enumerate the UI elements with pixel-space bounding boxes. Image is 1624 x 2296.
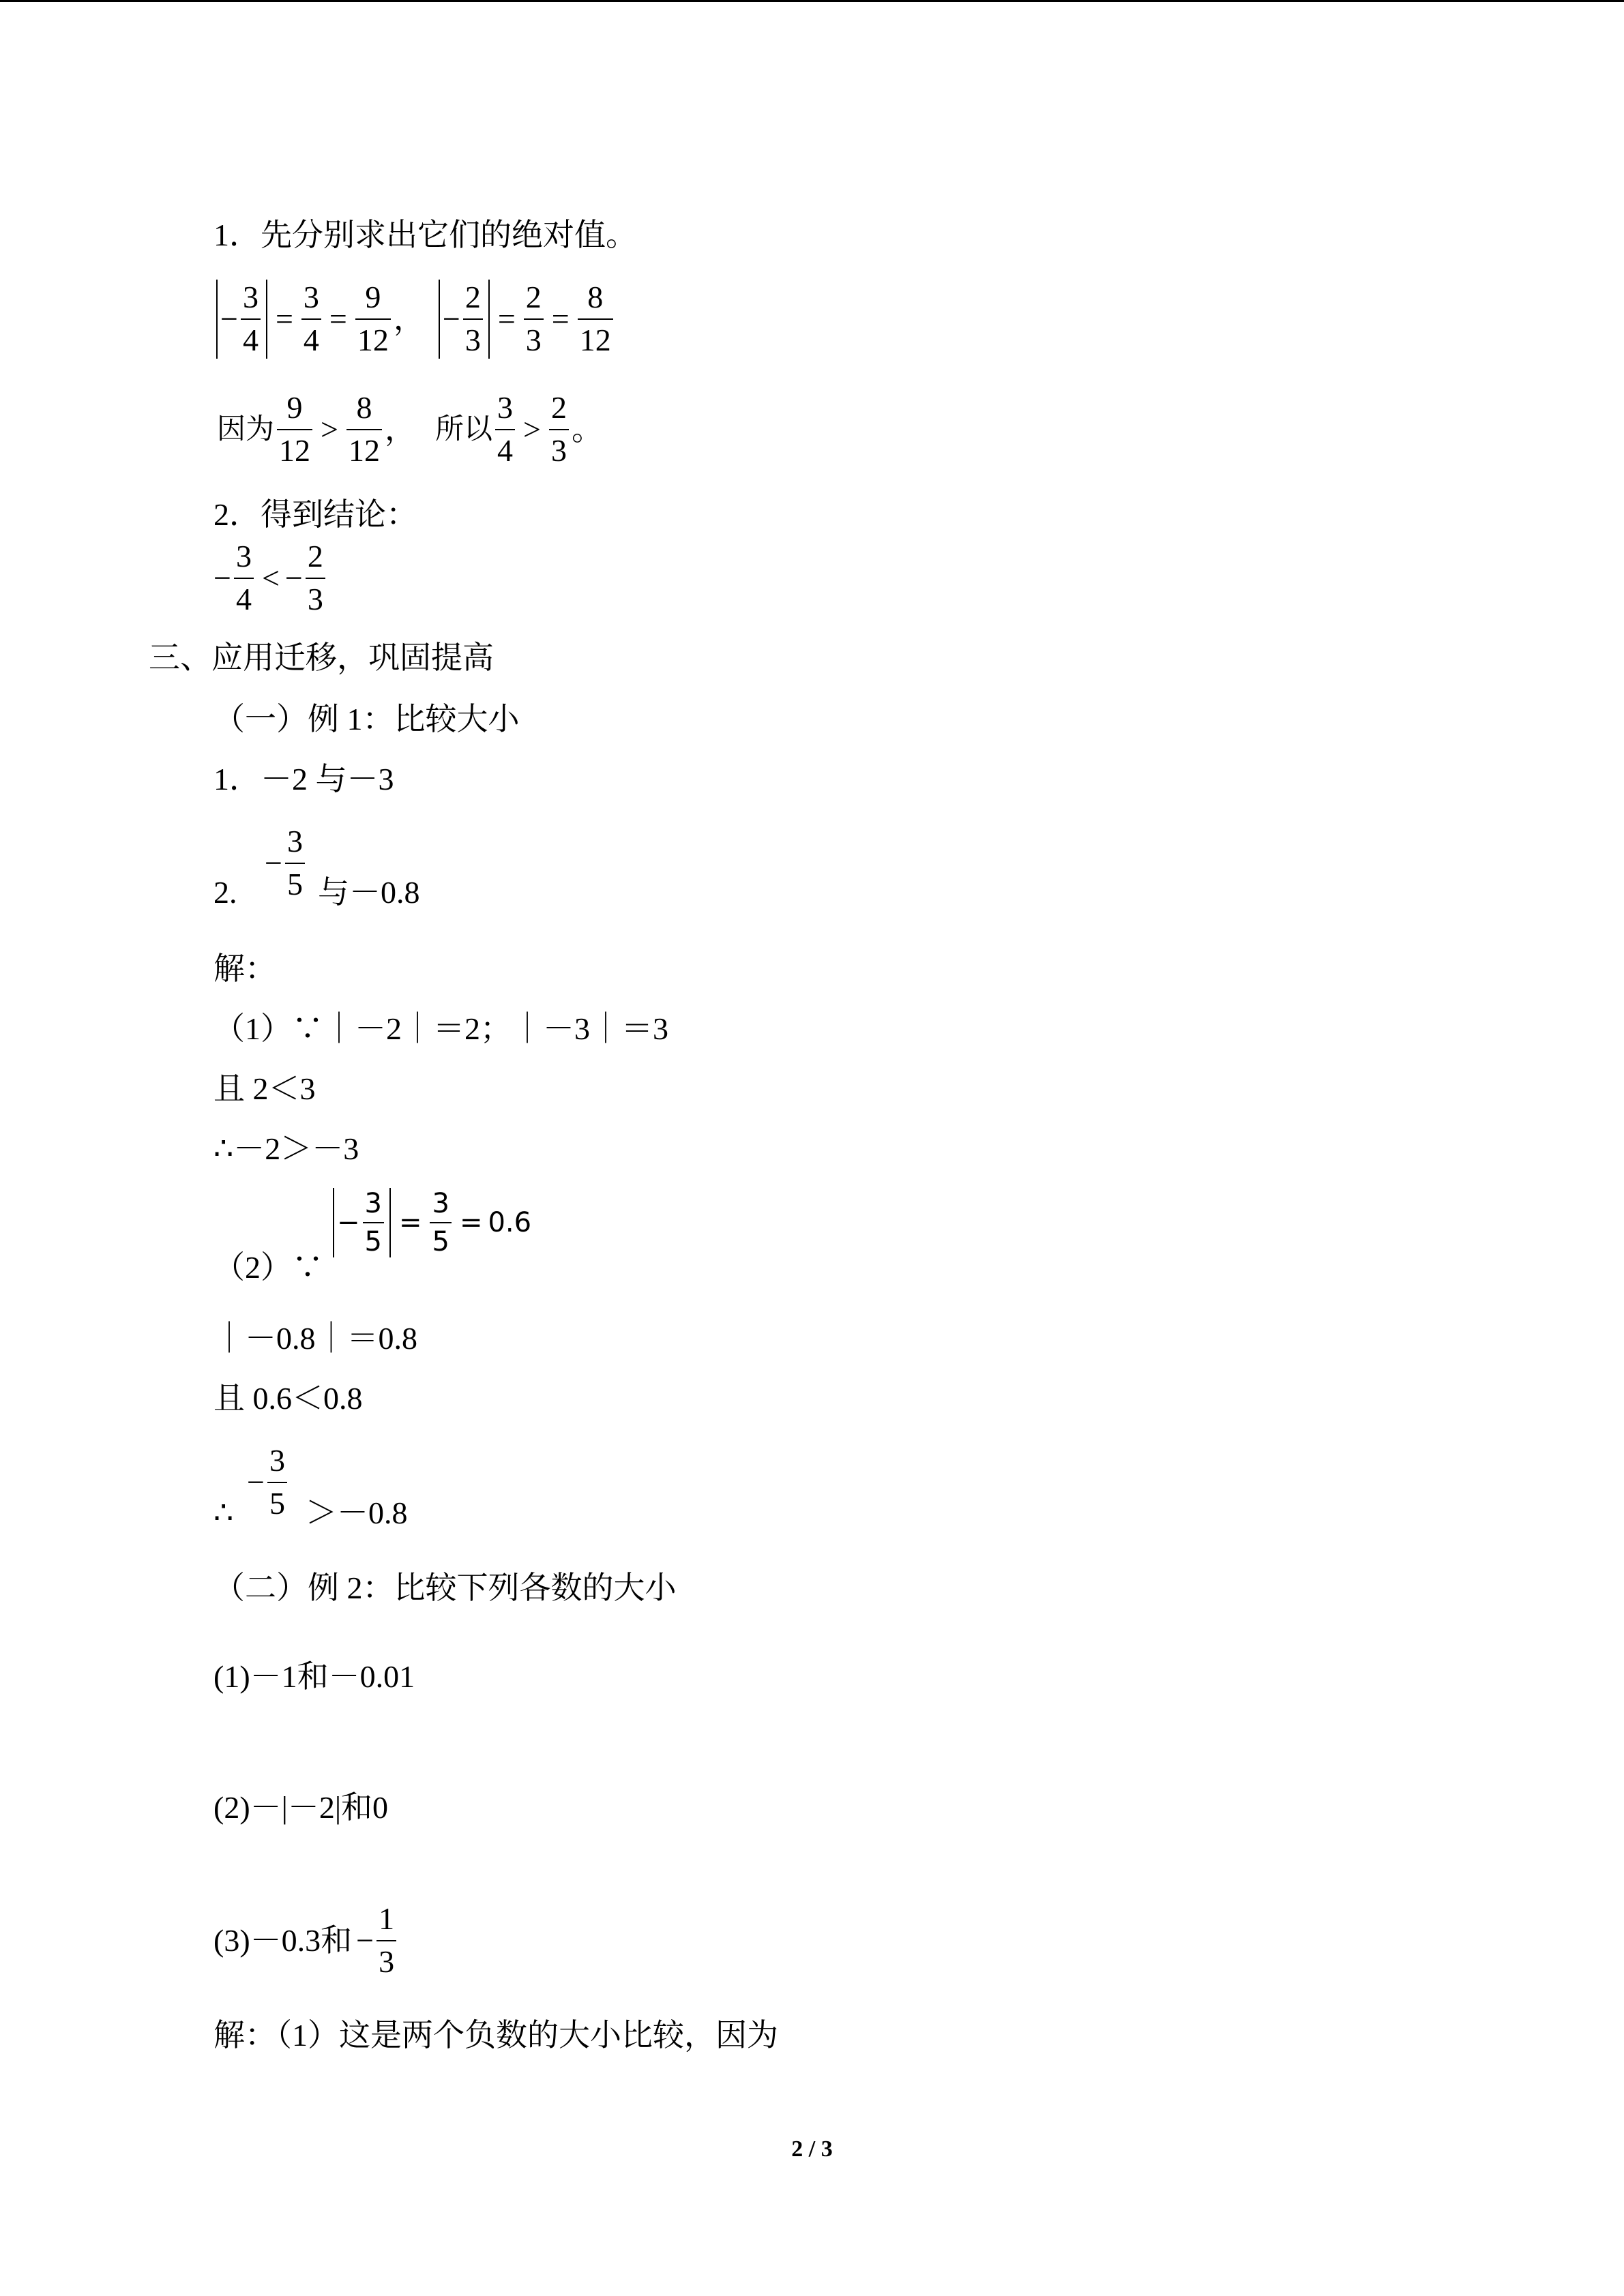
denominator: 3 xyxy=(377,1940,396,1980)
fraction-2-3 xyxy=(306,539,325,618)
comma: ， xyxy=(384,411,416,447)
fraction-9-12 xyxy=(277,390,312,469)
denominator: 12 xyxy=(277,429,312,469)
comma: ， xyxy=(393,301,425,336)
example-1-item-2-text: 与－0.8 xyxy=(318,875,420,910)
fraction-1-3 xyxy=(377,1901,396,1980)
denominator: 4 xyxy=(301,318,321,359)
equals-sign: = xyxy=(329,301,347,336)
equals-sign: = xyxy=(275,301,293,336)
solution-1-line-1: （1）∵｜－2｜＝2；｜－3｜＝3 xyxy=(213,1011,668,1046)
fraction-3-5 xyxy=(363,1188,384,1257)
denominator: 5 xyxy=(363,1222,384,1257)
denominator: 5 xyxy=(285,863,305,903)
example-1-item-1: 1．－2 与－3 xyxy=(213,762,394,796)
fraction-3-4 xyxy=(241,280,261,359)
neg-three-fifths xyxy=(265,824,308,903)
example-2-item-1: (1)－1和－0.01 xyxy=(213,1659,415,1694)
denominator: 4 xyxy=(495,429,515,469)
denominator: 12 xyxy=(578,318,613,359)
minus-sign: − xyxy=(284,560,303,595)
therefore-text: 所以 xyxy=(434,413,492,445)
numerator: 2 xyxy=(464,280,481,314)
page-number: 2 / 3 xyxy=(791,2136,833,2162)
denominator: 3 xyxy=(463,318,483,359)
abs-neg-three-quarters xyxy=(216,280,267,359)
numerator: 3 xyxy=(497,390,513,425)
numerator: 3 xyxy=(303,280,319,314)
step-1-heading: 1．先分别求出它们的绝对值。 xyxy=(213,218,637,252)
denominator: 4 xyxy=(241,318,261,359)
denominator: 4 xyxy=(234,578,254,618)
period: 。 xyxy=(571,411,603,447)
numerator: 1 xyxy=(379,1901,395,1936)
example-1-heading: （一）例 1：比较大小 xyxy=(213,702,520,736)
abs-neg-three-fifths xyxy=(333,1188,391,1257)
denominator: 3 xyxy=(549,429,569,469)
equals-sign: = xyxy=(398,1207,422,1238)
neg-three-fifths xyxy=(247,1443,290,1522)
denominator: 5 xyxy=(267,1482,287,1522)
fraction-8-12 xyxy=(346,390,382,469)
top-border-line xyxy=(0,0,1624,2)
denominator: 5 xyxy=(430,1222,451,1257)
numerator: 9 xyxy=(365,280,381,314)
fraction-2-3 xyxy=(549,390,569,469)
less-than-sign: < xyxy=(261,560,280,595)
numerator: 8 xyxy=(587,280,604,314)
minus-sign: − xyxy=(220,301,238,336)
numerator: 3 xyxy=(364,1188,382,1219)
numerator: 3 xyxy=(235,539,252,573)
solution-2-line-2: ｜－0.8｜＝0.8 xyxy=(213,1321,417,1356)
example-2-item-3-text: (3)－0.3和 xyxy=(213,1922,353,1958)
numerator: 3 xyxy=(286,824,303,859)
example-2-item-3 xyxy=(213,1901,399,1980)
solution-label: 解： xyxy=(213,951,276,986)
numerator: 2 xyxy=(307,539,323,573)
section-3-heading: 三、应用迁移，巩固提高 xyxy=(149,640,494,675)
denominator: 3 xyxy=(306,578,325,618)
comparison-reasoning xyxy=(217,390,603,469)
example-1-item-2-number: 2. xyxy=(213,875,237,910)
equals-sign: = xyxy=(497,301,516,336)
solution-2-conclusion: ＞－0.8 xyxy=(306,1495,408,1530)
minus-sign: − xyxy=(337,1207,360,1238)
fraction-9-12 xyxy=(355,280,391,359)
numerator: 2 xyxy=(550,390,567,425)
fraction-2-3 xyxy=(524,280,544,359)
example-2-solution-start: 解：（1）这是两个负数的大小比较，因为 xyxy=(213,2018,778,2053)
example-2-heading: （二）例 2：比较下列各数的大小 xyxy=(213,1570,677,1605)
abs-value-equations xyxy=(213,280,616,359)
fraction-3-5 xyxy=(267,1443,287,1522)
abs-neg-two-thirds xyxy=(439,280,490,359)
fraction-3-5 xyxy=(430,1188,451,1257)
minus-sign: − xyxy=(213,560,231,595)
numerator: 8 xyxy=(356,390,372,425)
solution-2-line-3: 且 0.6＜0.8 xyxy=(213,1381,363,1416)
fraction-3-4 xyxy=(234,539,254,618)
solution-1-line-3: ∴－2＞－3 xyxy=(213,1131,359,1166)
fraction-3-4 xyxy=(301,280,321,359)
solution-1-line-2: 且 2＜3 xyxy=(213,1071,316,1106)
numerator: 9 xyxy=(286,390,303,425)
because-text: 因为 xyxy=(217,413,275,445)
greater-than-sign: > xyxy=(522,411,541,447)
minus-sign: − xyxy=(356,1922,374,1958)
numerator: 2 xyxy=(525,280,542,314)
numerator: 3 xyxy=(432,1188,449,1219)
minus-sign: − xyxy=(265,845,282,880)
solution-2-therefore: ∴ xyxy=(213,1495,234,1530)
numerator: 3 xyxy=(269,1443,285,1478)
fraction-3-5 xyxy=(285,824,305,903)
equals-sign: = xyxy=(551,301,570,336)
example-2-item-2: (2)－|－2|和0 xyxy=(213,1790,389,1825)
denominator: 3 xyxy=(524,318,544,359)
fraction-8-12 xyxy=(578,280,613,359)
solution-2-prefix: （2）∵ xyxy=(213,1250,323,1285)
minus-sign: − xyxy=(442,301,460,336)
fraction-3-4 xyxy=(495,390,515,469)
step-2-heading: 2．得到结论： xyxy=(213,497,417,532)
equals-sign: = xyxy=(459,1207,483,1238)
minus-sign: − xyxy=(247,1464,265,1500)
abs-neg-three-fifths-equation xyxy=(330,1188,531,1257)
denominator: 12 xyxy=(346,429,382,469)
numerator: 3 xyxy=(242,280,259,314)
value-0-6: 0.6 xyxy=(488,1207,532,1238)
conclusion-inequality xyxy=(213,539,328,618)
fraction-2-3 xyxy=(463,280,483,359)
denominator: 12 xyxy=(355,318,391,359)
greater-than-sign: > xyxy=(321,411,338,447)
